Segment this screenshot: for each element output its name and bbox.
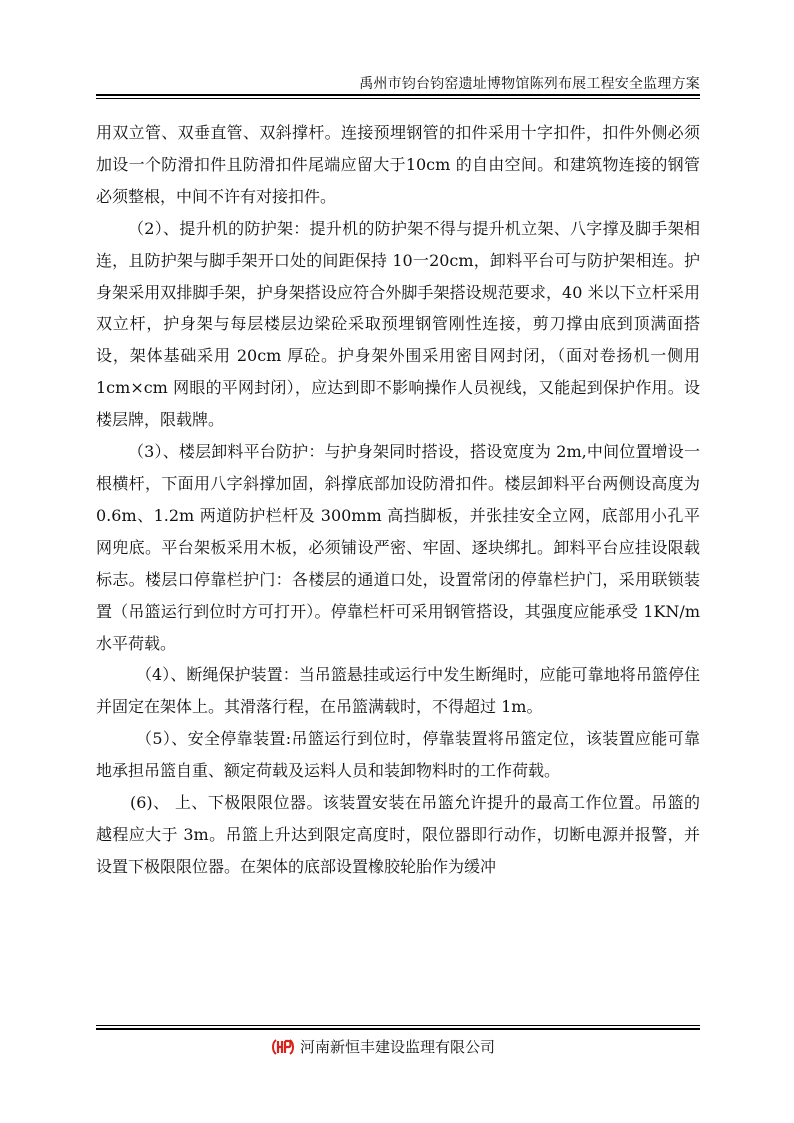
header-rule-thin [96,98,700,99]
running-header: 禹州市钧台钧窑遗址博物馆陈列布展工程安全监理方案 [359,76,700,92]
footer-company-name: 河南新恒丰建设监理有限公司 [300,1038,496,1056]
footer-rule-thick [96,1028,700,1030]
paragraph-unloading-platform: （3）、楼层卸料平台防护：与护身架同时搭设，搭设宽度为 2m,中间位置增设一根横杆，下面用八字斜撑加固，斜撑底部加设防滑扣件。楼层卸料平台两侧设高度为 0.6m、1.2m 两道防护栏杆及 300mm 高挡脚板，并张挂安全立网，底部用小孔平网兜底。平台架板采用木板，必须铺设严密、牢固、逐块绑扎。卸料平台应挂设限载标志。楼层口停靠栏护门：各楼层的通道口处，设置常闭的停靠栏护门，采用联锁装置（吊篮运行到位时方可打开）。停靠栏杆可采用钢管搭设，其强度应能承受 1KN/m 水平荷载。 [96,442,700,653]
paragraph-hoist-protection: （2）、提升机的防护架：提升机的防护架不得与提升机立架、八字撑及脚手架相连，且防护架与脚手架开口处的间距保持 10一20cm，卸料平台可与防护架相连。护身架采用双排脚手架，护身架搭设应符合外脚手架搭设规范要求，40 米以下立杆采用双立杆，护身架与每层楼层边梁砼采取预埋钢管刚性连接，剪刀撑由底到顶满面搭设，架体基础采用 20cm 厚砼。护身架外围采用密目网封闭，（面对卷扬机一侧用 1cm×cm 网眼的平网封闭），应达到即不影响操作人员视线，又能起到保护作用。设楼层牌，限载牌。 [96,218,700,430]
paragraph-limit-switch: (6)、 上、下极限限位器。该装置安装在吊篮允许提升的最高工作位置。吊篮的越程应大于 3m。吊篮上升达到限定高度时，限位器即行动作，切断电源并报警，并设置下极限限位器。在架体的底部设置橡胶轮胎作为缓冲 [96,793,700,876]
footer [270,1036,495,1057]
footer-rule-thin [96,1025,700,1026]
paragraph-safety-stop-device: （5）、安全停靠装置:吊篮运行到位时，停靠装置将吊篮定位，该装置应能可靠地承担吊篮自重、额定荷载及运料人员和装卸物料时的工作荷载。 [96,729,700,781]
document-body [96,117,700,883]
paragraph-rope-break-protection: （4）、断绳保护装置：当吊篮悬挂或运行中发生断绳时，应能可靠地将吊篮停住并固定在架体上。其滑落行程，在吊篮满载时，不得超过 1m。 [96,665,700,717]
paragraph-continuation: 用双立管、双垂直管、双斜撑杆。连接预埋钢管的扣件采用十字扣件，扣件外侧必须加设一个防滑扣件且防滑扣件尾端应留大于10cm 的自由空间。和建筑物连接的钢管必须整根，中间不许有对接扣件。 [96,123,700,206]
header-rule-thick [96,94,700,96]
company-logo-icon [270,1037,296,1057]
